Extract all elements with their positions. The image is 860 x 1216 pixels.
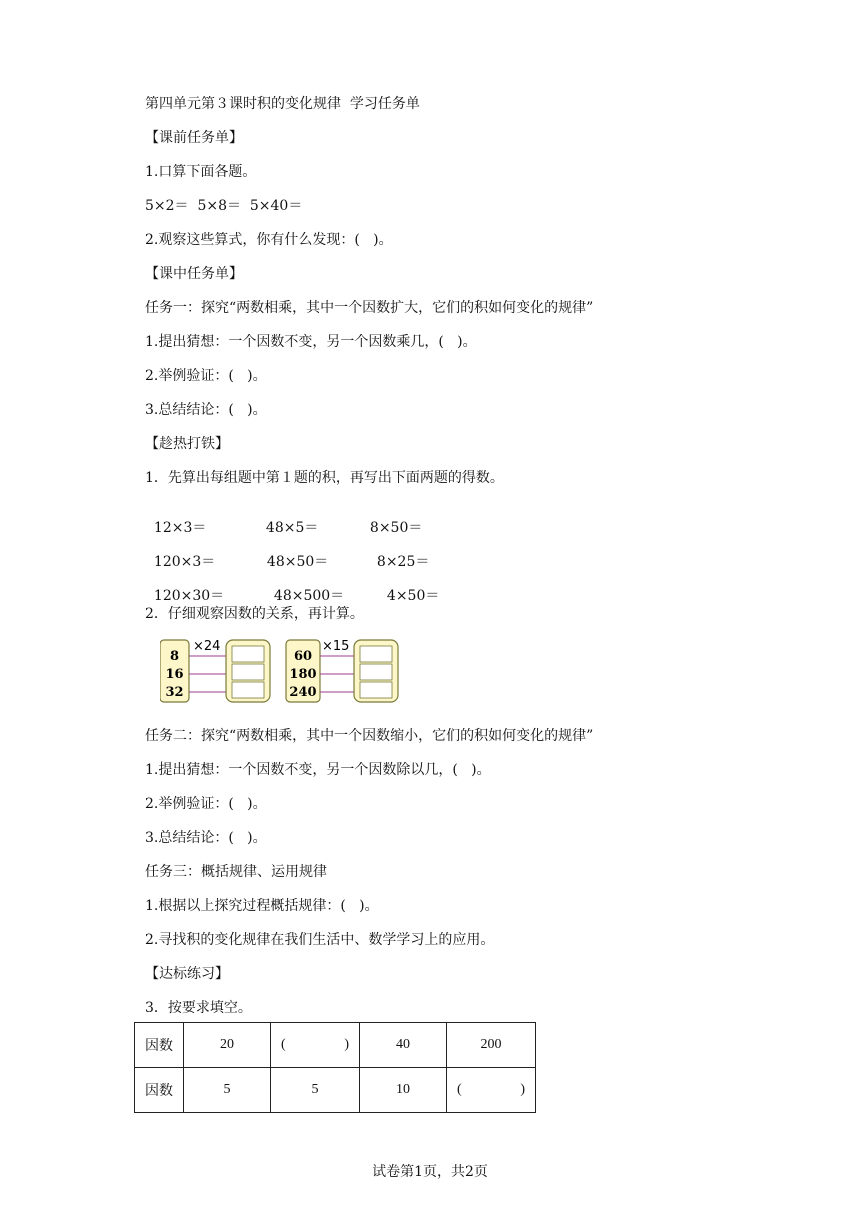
section-heading: 【趁热打铁】 bbox=[145, 436, 229, 452]
left-multiplier: ×24 bbox=[193, 639, 221, 654]
factor-diagram bbox=[160, 636, 420, 712]
right-number: 180 bbox=[289, 667, 317, 682]
text-line: 任务三：概括规律、运用规律 bbox=[145, 864, 327, 880]
answer-slot bbox=[360, 646, 392, 662]
diagram-left-group bbox=[160, 639, 270, 702]
answer-slot bbox=[360, 682, 392, 698]
answer-slot bbox=[360, 664, 392, 680]
calc-item: 48×5＝ bbox=[265, 520, 319, 536]
factor-table bbox=[134, 1022, 536, 1113]
diagram-right-group bbox=[286, 639, 398, 702]
text-line: 2.举例验证：( )。 bbox=[145, 796, 267, 812]
text-line: 1.根据以上探究过程概括规律：( )。 bbox=[145, 898, 379, 914]
blank-cell[interactable]: ( ) bbox=[271, 1023, 360, 1068]
answer-slot bbox=[232, 664, 264, 680]
row-label: 因数 bbox=[135, 1068, 184, 1113]
table-cell: 5 bbox=[184, 1068, 271, 1113]
left-number: 8 bbox=[169, 649, 180, 664]
right-number: 60 bbox=[293, 649, 313, 664]
calc-item: 48×50＝ bbox=[266, 554, 329, 570]
left-number: 32 bbox=[165, 685, 184, 700]
answer-slot bbox=[232, 646, 264, 662]
table-cell: 10 bbox=[360, 1068, 447, 1113]
calc-item: 8×50＝ bbox=[369, 520, 423, 536]
table-cell: 5 bbox=[271, 1068, 360, 1113]
calc-item: 120×3＝ bbox=[153, 554, 216, 570]
calc-item: 4×50＝ bbox=[386, 588, 440, 604]
text-line: 3.总结结论：( )。 bbox=[145, 830, 267, 846]
calc-row bbox=[145, 538, 429, 570]
text-line: 1.口算下面各题。 bbox=[145, 164, 257, 180]
text-line: 3．按要求填空。 bbox=[145, 1000, 252, 1016]
calc-item: 12×3＝ bbox=[153, 520, 207, 536]
table-cell: 20 bbox=[184, 1023, 271, 1068]
section-heading: 【课前任务单】 bbox=[145, 130, 243, 146]
calc-item: 120×30＝ bbox=[153, 588, 225, 604]
right-number: 240 bbox=[289, 685, 317, 700]
right-multiplier: ×15 bbox=[322, 639, 350, 654]
section-heading: 【课中任务单】 bbox=[145, 266, 243, 282]
section-heading: 【达标练习】 bbox=[145, 966, 229, 982]
text-line: 1.提出猜想：一个因数不变，另一个因数除以几，( )。 bbox=[145, 762, 491, 778]
table-row bbox=[135, 1068, 536, 1113]
text-line: 2．仔细观察因数的关系，再计算。 bbox=[145, 606, 364, 622]
table-cell: 200 bbox=[447, 1023, 536, 1068]
text-line: 2.观察这些算式，你有什么发现：( )。 bbox=[145, 232, 393, 248]
calc-row bbox=[145, 572, 439, 604]
text-line: 1．先算出每组题中第１题的积，再写出下面两题的得数。 bbox=[145, 470, 504, 486]
text-line: 任务一：探究“两数相乘，其中一个因数扩大，它们的积如何变化的规律” bbox=[145, 300, 594, 316]
blank-cell[interactable]: ( ) bbox=[447, 1068, 536, 1113]
table-row bbox=[135, 1023, 536, 1068]
calc-item: 48×500＝ bbox=[273, 588, 345, 604]
table-cell: 40 bbox=[360, 1023, 447, 1068]
left-number: 16 bbox=[165, 667, 184, 682]
calc-item: 8×25＝ bbox=[376, 554, 430, 570]
text-line: 2.举例验证：( )。 bbox=[145, 368, 267, 384]
answer-slot bbox=[232, 682, 264, 698]
row-label: 因数 bbox=[135, 1023, 184, 1068]
page-title: 第四单元第３课时积的变化规律 学习任务单 bbox=[145, 96, 420, 112]
text-line: 5×2＝ 5×8＝ 5×40＝ bbox=[145, 198, 303, 214]
text-line: 2.寻找积的变化规律在我们生活中、数学学习上的应用。 bbox=[145, 932, 495, 948]
text-line: 1.提出猜想：一个因数不变，另一个因数乘几，( )。 bbox=[145, 334, 477, 350]
text-line: 任务二：探究“两数相乘，其中一个因数缩小，它们的积如何变化的规律” bbox=[145, 728, 594, 744]
calc-row bbox=[145, 504, 422, 536]
text-line: 3.总结结论：( )。 bbox=[145, 402, 267, 418]
page-footer: 试卷第1页，共2页 bbox=[372, 1164, 488, 1180]
